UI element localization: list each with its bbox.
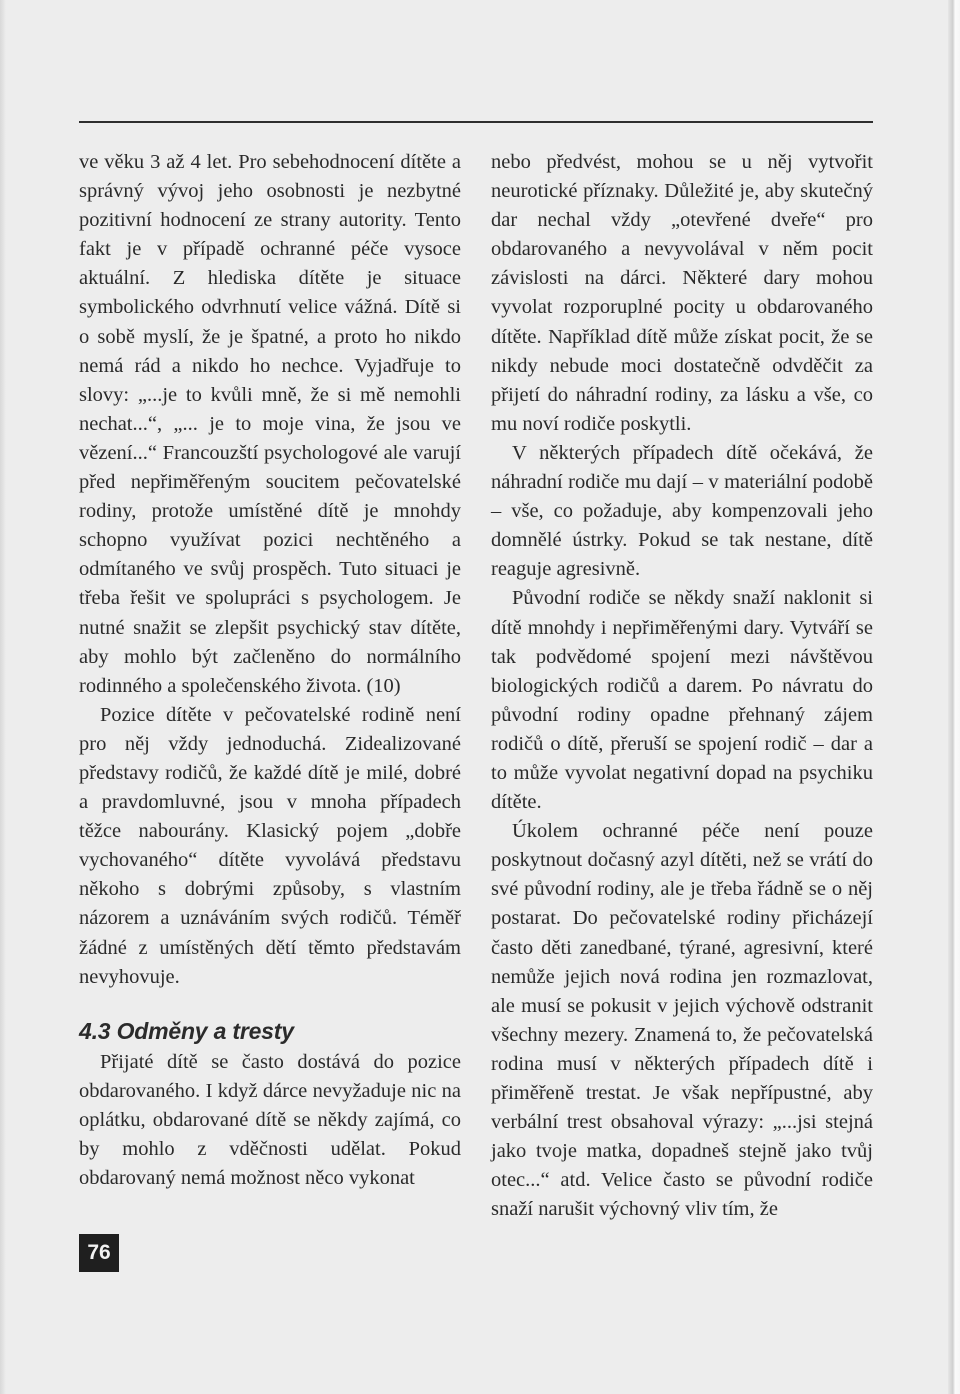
- paragraph: V některých případech dítě očekává, že náhradní rodiče mu dají – v materiální podobě – vše, co požaduje, aby kompenzovali jeho domnělé ústrky. Pokud se tak nestane, dítě reaguje agresivně.: [491, 441, 873, 581]
- paragraph: Pozice dítěte v pečovatelské rodině není pro něj vždy jednoduchá. Zidealizované představy rodičů, že každé dítě je milé, dobré a pravdomluvné, jsou v mnoha případech těžce nabourány. Klasický pojem „dobře vychovaného“ dítěte vyvolává představu někoho s dobrými způsoby, s vlastním názorem a uznáváním svých rodičů. Téměř žádné z umístěných dětí těmto představám nevyhovuje.: [79, 703, 461, 988]
- right-column: [491, 148, 873, 1224]
- left-column: [79, 148, 461, 1193]
- paragraph: Původní rodiče se někdy snaží naklonit si dítě mnohdy i nepřiměřenými dary. Vytváří se tak podvědomé spojení mezi návštěvou biologických rodičů a darem. Po návratu do původní rodiny opadne přehnaný zájem rodičů o dítě, přeruší se spojení rodič – dar a to může vyvolat negativní dopad na psychiku dítěte.: [491, 587, 873, 814]
- paragraph: Přijaté dítě se často dostává do pozice obdarovaného. I když dárce nevyžaduje nic na oplátku, obdarované dítě se někdy zajímá, co by mohlo z vděčnosti udělat. Pokud obdarovaný nemá možnost něco vykonat: [79, 1050, 461, 1190]
- page-number: 76: [79, 1234, 119, 1272]
- section-heading: 4.3 Odměny a tresty: [79, 1017, 294, 1044]
- header-rule: [79, 121, 873, 123]
- paragraph: ve věku 3 až 4 let. Pro sebehodnocení dítěte a správný vývoj jeho osobnosti je nezbytné pozitivní hodnocení ze strany autority. Tento fakt je v případě ochranné péče vysoce aktuální. Z hlediska dítěte je situace symbolického odvrhnutí velice vážná. Dítě si o sobě myslí, že je špatné, a proto ho nikdo nemá rád a nikdo ho nechce. Vyjadřuje to slovy: „...je to kvůli mně, že si mě nemohli nechat...“, „... je to moje vina, že jsou ve vězení...“ Francouzští psychologové ale varují před nepřiměřeným soucitem pečovatelské rodiny, protože umístěné dítě je mnohdy schopno využívat pozici nechtěného a odmítaného ve svůj prospěch. Tuto situaci je třeba řešit ve spolupráci s psychologem. Je nutné snažit se zlepšit psychický stav dítěte, aby mohlo být začleněno do normálního rodinného a společenského života. (10): [79, 151, 461, 697]
- paragraph: Úkolem ochranné péče není pouze poskytnout dočasný azyl dítěti, než se vrátí do své původní rodiny, ale je třeba řádně se o něj postarat. Do pečovatelské rodiny přicházejí často děti zanedbané, týrané, agresivní, které nemůže jejich nová rodina jen rozmazlovat, ale musí se pokusit v jejich výchově odstranit všechny mezery. Znamená to, že pečovatelská rodina musí v některých případech dítě i přiměřeně trestat. Je však nepřípustné, aby verbální trest obsahoval výrazy: „...jsi stejná jako tvoje matka, dopadneš stejně jako tvůj otec...“ atd. Velice často se původní rodiče snaží narušit výchovný vliv tím, že: [491, 820, 873, 1221]
- page-gutter-shadow: [0, 0, 6, 1394]
- page-edge: [948, 0, 960, 1394]
- paragraph: nebo předvést, mohou se u něj vytvořit neurotické příznaky. Důležité je, aby skutečný dar nechal vždy „otevřené dveře“ pro obdarovaného a nevyvolával v něm pocit závislosti na dárci. Některé dary mohou vyvolat rozporuplné pocity u obdarovaného dítěte. Například dítě může získat pocit, že se nikdy nebude moci dostatečně odvděčit za přijetí do náhradní rodiny, za lásku a vše, co mu noví rodiče poskytli.: [491, 151, 873, 435]
